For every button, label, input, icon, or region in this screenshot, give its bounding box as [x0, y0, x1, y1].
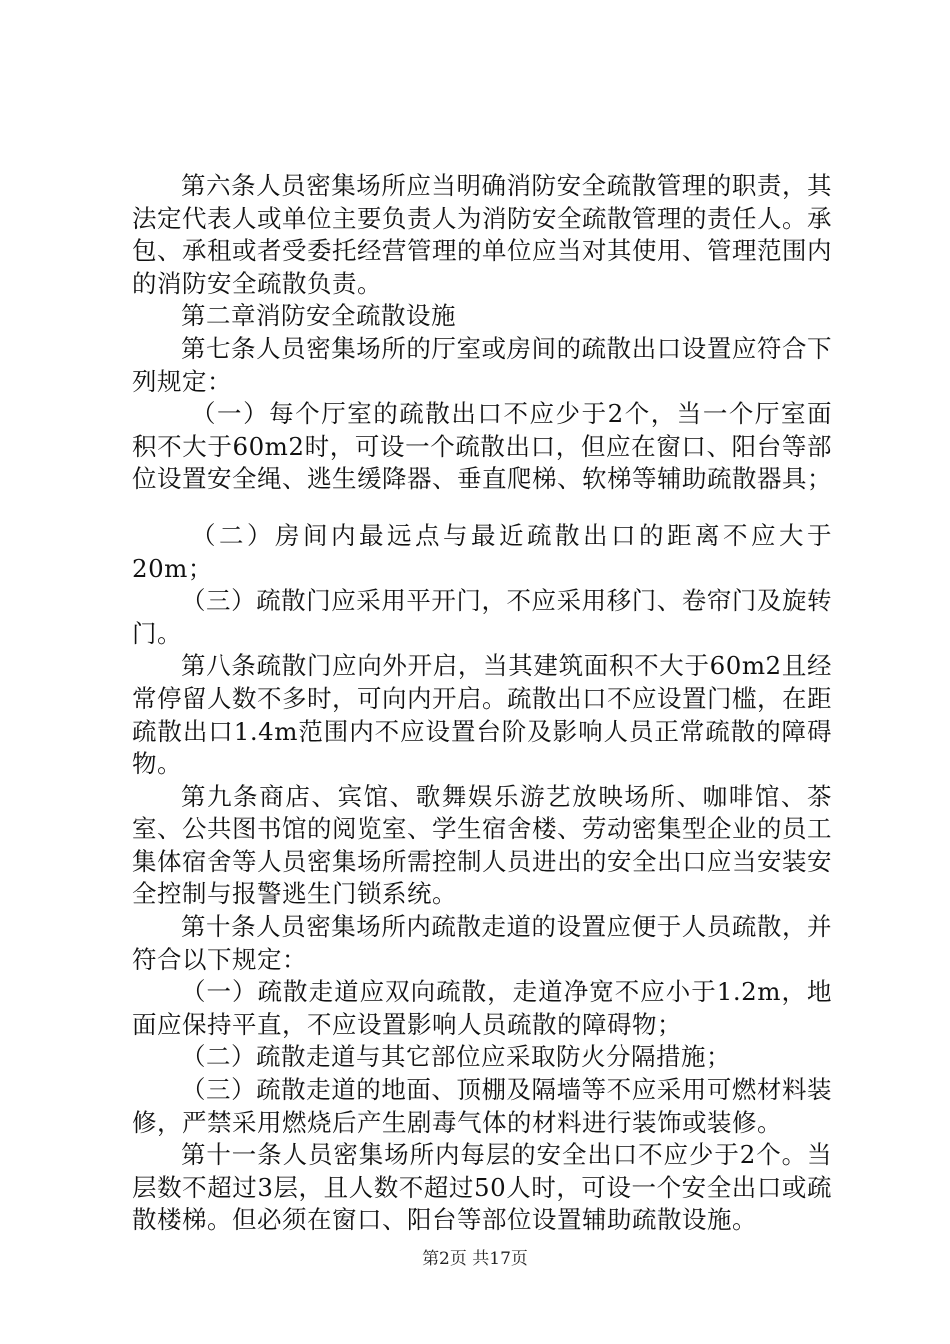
article-10-item-1: （一）疏散走道应双向疏散，走道净宽不应小于1.2m，地面应保持平直，不应设置影响人员疏散的障碍物；: [132, 977, 832, 1039]
article-11-paragraph: 第十一条人员密集场所内每层的安全出口不应少于2个。当层数不超过3层，且人数不超过50人时，可设一个安全出口或疏散楼梯。但必须在窗口、阳台等部位设置辅助疏散设施。: [132, 1140, 832, 1235]
article-6-paragraph: 第六条人员密集场所应当明确消防安全疏散管理的职责，其法定代表人或单位主要负责人为消防安全疏散管理的责任人。承包、承租或者受委托经营管理的单位应当对其使用、管理范围内的消防安全疏散负责。: [132, 171, 832, 298]
article-7-item-2: （二）房间内最远点与最近疏散出口的距离不应大于20m；: [132, 520, 832, 583]
article-10-item-2: （二）疏散走道与其它部位应采取防火分隔措施；: [181, 1042, 731, 1072]
article-8-paragraph: 第八条疏散门应向外开启，当其建筑面积不大于60m2且经常停留人数不多时，可向内开启。疏散出口不应设置门槛，在距疏散出口1.4m范围内不应设置台阶及影响人员正常疏散的障碍物。: [132, 651, 832, 779]
article-10-paragraph: 第十条人员密集场所内疏散走道的设置应便于人员疏散，并符合以下规定：: [132, 912, 832, 974]
article-7-item-1: （一）每个厅室的疏散出口不应少于2个，当一个厅室面积不大于60m2时，可设一个疏散出口，但应在窗口、阳台等部位设置安全绳、逃生缓降器、垂直爬梯、软梯等辅助疏散器具；: [132, 399, 832, 494]
article-10-item-3: （三）疏散走道的地面、顶棚及隔墙等不应采用可燃材料装修，严禁采用燃烧后产生剧毒气体的材料进行装饰或装修。: [132, 1075, 832, 1137]
article-9-paragraph: 第九条商店、宾馆、歌舞娱乐游艺放映场所、咖啡馆、茶室、公共图书馆的阅览室、学生宿舍楼、劳动密集型企业的员工集体宿舍等人员密集场所需控制人员进出的安全出口应当安装安全控制与报警逃生门锁系统。: [132, 781, 832, 909]
document-body: [132, 170, 832, 1237]
article-7-paragraph: 第七条人员密集场所的厅室或房间的疏散出口设置应符合下列规定：: [132, 333, 832, 396]
page-footer: 第2页 共17页: [422, 1249, 528, 1269]
chapter-2-heading: 第二章消防安全疏散设施: [181, 301, 456, 331]
article-7-item-3: （三）疏散门应采用平开门，不应采用移门、卷帘门及旋转门。: [132, 586, 832, 648]
